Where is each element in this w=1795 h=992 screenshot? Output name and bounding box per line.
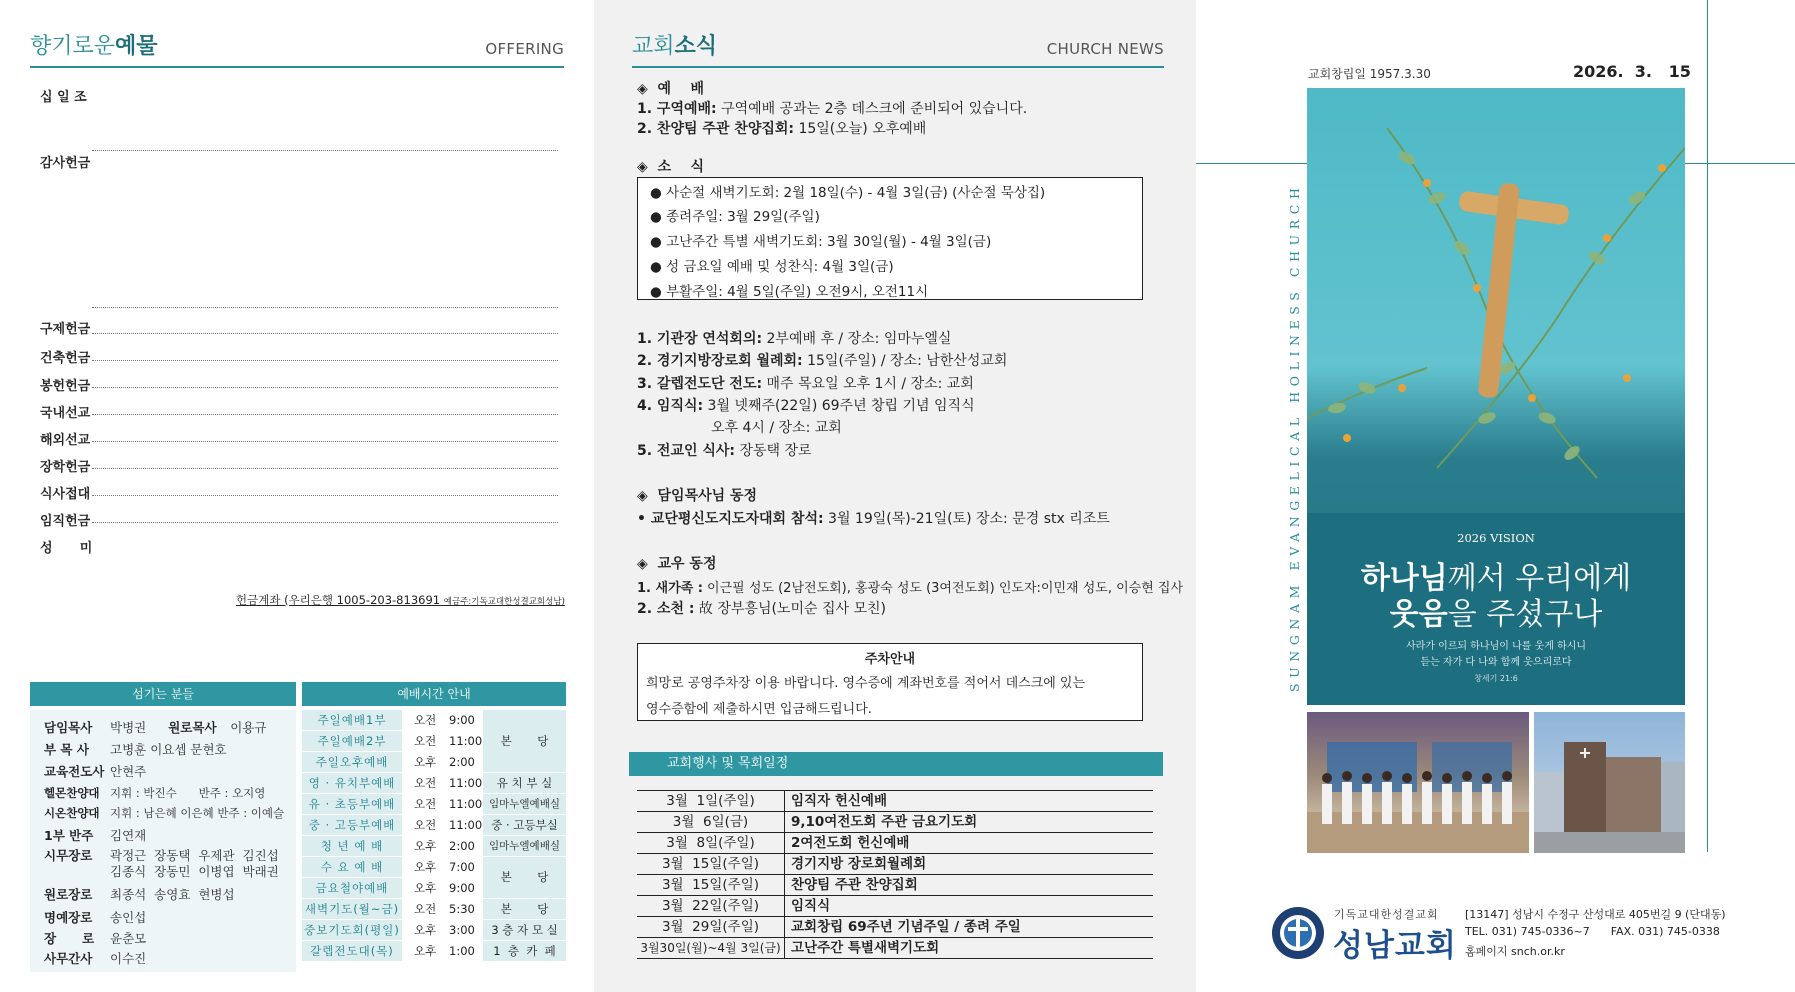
parking-title: 주차안내: [864, 652, 916, 667]
parking-box: [637, 643, 1143, 721]
schedule-place: 유 치 부 실: [483, 773, 566, 793]
event-row: 3월 15일(주일) 찬양팀 주관 찬양집회: [637, 875, 1153, 896]
dotted-line: [92, 522, 558, 523]
schedule-header: 예배시간 안내: [302, 682, 566, 706]
staff-row: 장 로 윤춘모: [44, 931, 147, 946]
event-row: 3월 22일(주일) 임직식: [637, 896, 1153, 917]
dotted-line: [92, 360, 558, 361]
schedule-place: 본 당: [483, 857, 566, 898]
staff-row: 명예장로 송인섭: [44, 910, 147, 925]
news-item: 4. 임직식: 3월 넷째주(22일) 69주년 창립 기념 임직식: [637, 398, 975, 414]
church-logo-icon: [1270, 905, 1326, 961]
schedule-row: 갈렙전도대(목) 오후 1:00: [302, 941, 566, 962]
staff-list: [30, 710, 296, 972]
members-heading: ◈ 교우 동정: [637, 556, 717, 572]
schedule-row: 영 · 유치부예배 오전 11:00: [302, 773, 566, 794]
event-row: 3월30일(월)~4월 3일(금) 고난주간 특별새벽기도회: [637, 938, 1153, 959]
pastor-news: • 교단평신도지도자대회 참석: 3월 19일(목)-21일(토) 장소: 문경 stx 리조트: [637, 511, 1110, 527]
vision-line-1: 하나님께서 우리에게: [1360, 561, 1632, 596]
founded-date: 교회창립일 1957.3.30: [1308, 67, 1431, 81]
staff-row: 교육전도사 안현주: [44, 764, 147, 779]
parking-text-2: 영수증함에 제출하시면 입금해드립니다.: [646, 702, 872, 717]
staff-row: 헬몬찬양대 지휘 : 박진수 반주 : 오지영: [44, 786, 266, 800]
schedule-row: 유 · 초등부예배 오전 11:00: [302, 794, 566, 815]
news-bullet: ● 부활주일: 4월 5일(주일) 오전9시, 오전11시: [650, 284, 929, 300]
dotted-line: [92, 307, 558, 308]
schedule-row: 주일예배1부 오전 9:00: [302, 710, 566, 731]
dotted-line: [92, 387, 558, 388]
schedule-row: 주일오후예배 오후 2:00: [302, 752, 566, 773]
schedule-place: 중 · 고등부실: [483, 815, 566, 835]
church-homepage: 홈페이지 snch.or.kr: [1465, 945, 1565, 958]
events-header: 교회행사 및 목회일정: [629, 752, 1163, 776]
offering-row: 식사접대: [40, 487, 91, 502]
staff-row: 사무간사 이수진: [44, 951, 147, 966]
news-worship-1: 1. 구역예배: 구역예배 공과는 2층 데스크에 준비되어 있습니다.: [637, 101, 1028, 117]
dotted-line: [92, 468, 558, 469]
schedule-row: 청 년 예 배 오후 2:00: [302, 836, 566, 857]
offering-row: 임직헌금: [40, 514, 91, 529]
offering-row: 봉헌헌금: [40, 379, 91, 394]
schedule-row: 중 · 고등부예배 오전 11:00: [302, 815, 566, 836]
church-address: [13147] 성남시 수정구 산성대로 405번길 9 (단대동): [1465, 908, 1726, 921]
verse-reference: 창세기 21:6: [1474, 674, 1518, 683]
dotted-line: [92, 333, 558, 334]
staff-row: 김종식 장동민 이병엽 박래권: [110, 864, 279, 879]
offering-row: 장학헌금: [40, 460, 91, 475]
worship-heading: ◈ 예 배: [637, 81, 705, 97]
news-bullet: ● 성 금요일 예배 및 성찬식: 4월 3일(금): [650, 259, 894, 275]
offering-row: 건축헌금: [40, 351, 91, 366]
schedule-row: 주일예배2부 오전 11:00: [302, 731, 566, 752]
event-row: 3월 29일(주일) 교회창립 69주년 기념주일 / 종려 주일: [637, 917, 1153, 938]
schedule-place: 1 층 카 페: [483, 941, 566, 961]
offering-row: 구제헌금: [40, 322, 91, 337]
denomination: 기독교대한성결교회: [1334, 908, 1439, 921]
choir-photo-drawing: [1307, 712, 1529, 853]
schedule-row: 새벽기도(월~금) 오전 5:30: [302, 899, 566, 920]
cover-image: [1307, 88, 1685, 705]
bank-account: 헌금계좌 (우리은행 1005-203-813691 예금주:기독교대한성결교회성남): [236, 593, 565, 607]
dotted-line: [92, 441, 558, 442]
schedule-place: 3 층 자 모 실: [483, 920, 566, 940]
news-title: 교회소식: [632, 34, 718, 59]
dotted-line: [92, 495, 558, 496]
offering-header: [30, 28, 564, 68]
offering-title-en: OFFERING: [485, 40, 564, 58]
news-title-en: CHURCH NEWS: [1046, 40, 1164, 58]
offering-row-thanks: 감사헌금: [40, 156, 91, 171]
vision-line-2: 웃음을 주셨구나: [1389, 597, 1603, 632]
cross-image: [1307, 88, 1685, 513]
staff-row: 시무장로 곽정근 장동택 우제관 김진섭: [44, 848, 279, 863]
news-item: 3. 갈렙전도단 전도: 매주 목요일 오후 1시 / 장소: 교회: [637, 376, 974, 392]
church-building-drawing: [1534, 712, 1685, 853]
bulletin-date: 2026. 3. 15: [1573, 62, 1691, 81]
parking-text-1: 희망로 공영주차장 이용 바랍니다. 영수증에 계좌번호를 적어서 데스크에 있는: [646, 676, 1086, 691]
news-worship-2: 2. 찬양팀 주관 찬양집회: 15일(오늘) 오후예배: [637, 121, 927, 137]
schedule-place: 임마누엘예배실: [483, 794, 566, 814]
news-bullet: ● 종려주일: 3월 29일(주일): [650, 209, 820, 225]
pastor-heading: ◈ 담임목사님 동정: [637, 488, 758, 504]
news-heading: ◈ 소 식: [637, 159, 705, 175]
member-news-2: 2. 소천 : 故 장부흥님(노미순 집사 모친): [637, 601, 886, 617]
offering-title: 향기로운예물: [30, 34, 158, 59]
verse-line-1: 사라가 이르되 하나님이 나를 웃게 하시니: [1405, 641, 1587, 652]
offering-row: 해외선교: [40, 433, 91, 448]
news-item: 2. 경기지방장로회 월례회: 15일(주일) / 장소: 남한산성교회: [637, 353, 1008, 369]
news-item: 1. 기관장 연석회의: 2부예배 후 / 장소: 임마누엘실: [637, 331, 952, 347]
schedule-row: 수 요 예 배 오후 7:00: [302, 857, 566, 878]
church-building-photo: [1534, 712, 1685, 853]
offering-row: 성 미: [40, 541, 93, 556]
event-row: 3월 15일(주일) 경기지방 장로회월례회: [637, 854, 1153, 875]
news-bullet: ● 고난주간 특별 새벽기도회: 3월 30일(월) - 4월 3일(금): [650, 234, 992, 250]
staff-row: 원로장로 최종석 송영효 현병섭: [44, 887, 235, 902]
staff-row: 시온찬양대 지휘 : 남은혜 이은혜 반주 : 이예슬: [44, 806, 285, 820]
event-row: 3월 1일(주일) 임직자 헌신예배: [637, 791, 1153, 812]
staff-row: 담임목사 박병권 원로목사 이용규: [44, 720, 267, 735]
offering-row: 국내선교: [40, 406, 91, 421]
staff-row: 부 목 사 고병훈 이요셉 문현호: [44, 742, 227, 757]
event-row: 3월 6일(금) 9,10여전도회 주관 금요기도회: [637, 812, 1153, 833]
vision-label: 2026 VISION: [1457, 531, 1535, 545]
schedule-place: 본 당: [483, 899, 566, 919]
vertical-church-name-text: SUNGNAM EVANGELICAL HOLINESS CHURCH: [1287, 182, 1302, 692]
offering-row-tithe: 십 일 조: [40, 90, 87, 105]
cover-divider-v: [1707, 0, 1708, 852]
news-bullet: ● 사순절 새벽기도회: 2월 18일(수) - 4월 3일(금) (사순절 묵상집): [650, 185, 1046, 201]
staff-row: 1부 반주 김연재: [44, 828, 147, 843]
event-row: 3월 8일(주일) 2여전도회 헌신예배: [637, 833, 1153, 854]
member-news-1: 1. 새가족 : 이근필 성도 (2남전도회), 홍광숙 성도 (3여전도회) 인도자:이민재 성도, 이승현 집사: [637, 581, 1184, 596]
news-header: [632, 28, 1164, 68]
schedule-place: 본 당: [483, 710, 566, 772]
church-name: 성남교회: [1333, 928, 1457, 964]
news-box: [637, 177, 1143, 300]
schedule-row: 중보기도회(평일) 오후 3:00: [302, 920, 566, 941]
church-phone: TEL. 031) 745-0336~7 FAX. 031) 745-0338: [1465, 925, 1720, 938]
staff-header: 섬기는 분들: [30, 682, 296, 706]
vision-area: [1307, 513, 1685, 705]
choir-photo: [1307, 712, 1529, 853]
news-item: 오후 4시 / 장소: 교회: [711, 420, 842, 436]
schedule-place: 임마누엘예배실: [483, 836, 566, 856]
schedule-row: 금요철야예배 오후 9:00: [302, 878, 566, 899]
news-item: 5. 전교인 식사: 장동택 장로: [637, 443, 812, 459]
verse-line-2: 듣는 자가 다 나와 함께 웃으리로다: [1420, 657, 1572, 668]
dotted-line: [92, 150, 558, 151]
dotted-line: [92, 414, 558, 415]
